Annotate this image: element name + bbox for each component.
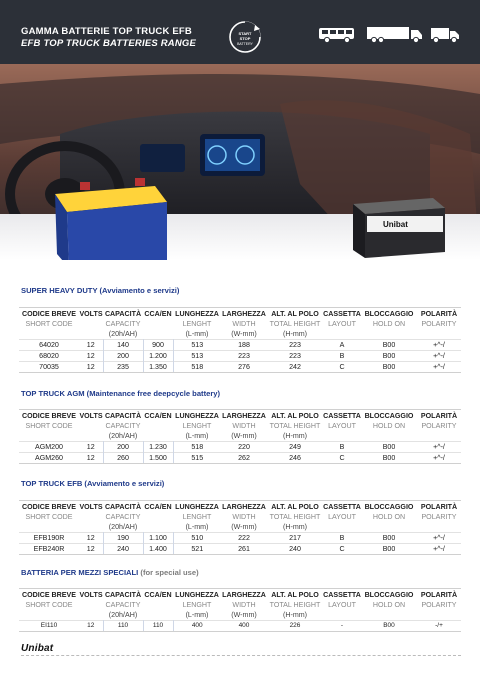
table-cell: 68020 xyxy=(39,352,59,360)
table-cell: CAPACITÀ xyxy=(103,410,143,422)
table-cell: 220 xyxy=(238,443,250,451)
section-title-top-truck-agm: TOP TRUCK AGM (Maintenance free deepcycle battery) xyxy=(21,389,221,398)
table-cell xyxy=(79,512,103,522)
table-cell: CODICE BREVE xyxy=(19,589,79,601)
table-cell: B xyxy=(339,352,345,360)
table-cell: CAPACITY xyxy=(105,320,141,328)
table-cell: 515 xyxy=(173,453,221,464)
table-cell xyxy=(79,319,103,329)
table-cell: 513 xyxy=(191,352,204,360)
table-cell: (H-mm) xyxy=(282,432,308,440)
table-cell: A xyxy=(339,341,345,349)
table-cell: (20h/AH) xyxy=(108,523,138,531)
table-cell xyxy=(19,610,79,621)
table-cell: HOLD ON xyxy=(372,601,406,609)
table-cell: 1.500 xyxy=(143,453,173,464)
table-cell: 521 xyxy=(173,544,221,555)
table-cell: (L-mm) xyxy=(185,432,209,440)
table-cell: CAPACITÀ xyxy=(103,308,143,320)
table-cell: B00 xyxy=(382,534,396,542)
table-cell: BLOCCAGGIO xyxy=(361,410,417,422)
table-cell: 518 xyxy=(173,362,221,373)
table-cell: CASSETTA xyxy=(323,589,361,601)
table-cell: CAPACITY xyxy=(105,601,141,609)
table-cell xyxy=(19,522,79,533)
table-cell: 261 xyxy=(221,544,267,555)
table-cell: LAYOUT xyxy=(328,422,356,430)
table-cell: +^-/ xyxy=(417,362,461,373)
table-cell: VOLTS xyxy=(79,308,103,320)
table-top-truck-agm xyxy=(19,409,461,464)
table-cell: ALT. AL POLO xyxy=(267,501,323,513)
section-title-special-use: BATTERIA PER MEZZI SPECIALI (for special use) xyxy=(21,568,199,577)
table-cell: 510 xyxy=(191,534,204,542)
table-cell: HOLD ON xyxy=(372,513,406,521)
table-cell: B00 xyxy=(382,352,396,360)
table-cell xyxy=(143,421,173,431)
table-cell: LENGHT xyxy=(182,513,212,521)
table-cell: (20h/AH) xyxy=(108,611,138,619)
table-cell: 1.230 xyxy=(143,442,173,453)
table-cell: +^-/ xyxy=(433,341,445,349)
table-cell: 226 xyxy=(267,621,323,632)
table-cell: (H-mm) xyxy=(282,523,308,531)
table-cell: 1.350 xyxy=(143,362,173,373)
table-cell: CODICE BREVE xyxy=(19,308,79,320)
table-cell: CASSETTA xyxy=(323,410,361,422)
table-cell xyxy=(79,522,103,533)
table-cell: 190 xyxy=(103,533,143,544)
table-cell: - xyxy=(323,621,361,632)
unibat-logo: Unibat xyxy=(21,643,54,654)
table-cell: LENGHT xyxy=(182,601,212,609)
table-cell: LARGHEZZA xyxy=(221,410,267,422)
table-cell: 240 xyxy=(267,544,323,555)
table-cell: CAPACITÀ xyxy=(103,501,143,513)
table-cell xyxy=(143,329,173,340)
table-cell: (H-mm) xyxy=(282,611,308,619)
table-cell: LAYOUT xyxy=(328,513,356,521)
table-cell: B00 xyxy=(361,453,417,464)
table-cell: AGM200 xyxy=(35,443,63,451)
table-cell: 12 xyxy=(79,362,103,373)
table-row xyxy=(19,453,461,464)
table-cell xyxy=(417,431,461,442)
table-cell: WIDTH xyxy=(232,320,256,328)
table-cell: POLARITY xyxy=(421,320,457,328)
table-cell: CCA/EN xyxy=(143,589,173,601)
table-cell: (L-mm) xyxy=(185,611,209,619)
footer-divider xyxy=(21,655,461,656)
table-cell xyxy=(323,610,361,621)
table-cell: 12 xyxy=(86,352,95,360)
table-cell: WIDTH xyxy=(232,422,256,430)
table-row xyxy=(19,533,461,544)
table-cell: CAPACITY xyxy=(105,422,141,430)
table-cell: CODICE BREVE xyxy=(19,501,79,513)
table-cell xyxy=(143,600,173,610)
svg-text:START: START xyxy=(238,31,252,36)
table-cell xyxy=(361,610,417,621)
table-cell: (L-mm) xyxy=(185,523,209,531)
table-row xyxy=(19,621,461,632)
table-cell xyxy=(143,319,173,329)
table-cell: B00 xyxy=(361,362,417,373)
table-cell: POLARITÀ xyxy=(417,589,461,601)
table-cell: HOLD ON xyxy=(372,320,406,328)
table-cell xyxy=(19,329,79,340)
table-cell: +^-/ xyxy=(433,443,445,451)
table-cell: 1.100 xyxy=(143,533,173,544)
table-cell: C xyxy=(323,453,361,464)
table-cell: EFB240R xyxy=(19,544,79,555)
svg-text:Unibat: Unibat xyxy=(383,220,408,229)
table-cell: (W-mm) xyxy=(231,611,257,619)
table-cell: CASSETTA xyxy=(323,308,361,320)
table-cell: BLOCCAGGIO xyxy=(361,308,417,320)
table-cell: TOTAL HEIGHT xyxy=(269,601,321,609)
table-cell xyxy=(361,431,417,442)
truck-interior-photo xyxy=(0,64,480,260)
table-cell: LENGHT xyxy=(182,422,212,430)
table-cell: 400 xyxy=(221,621,267,632)
table-cell: CCA/EN xyxy=(143,410,173,422)
svg-text:BATTERY: BATTERY xyxy=(237,42,253,46)
table-cell: 242 xyxy=(267,362,323,373)
table-cell xyxy=(79,431,103,442)
table-row xyxy=(19,340,461,351)
table-cell: POLARITÀ xyxy=(417,501,461,513)
table-cell: SHORT CODE xyxy=(25,320,73,328)
table-cell: B xyxy=(339,443,345,451)
table-cell: TOTAL HEIGHT xyxy=(269,513,321,521)
table-cell: BLOCCAGGIO xyxy=(361,589,417,601)
bus-icon xyxy=(318,26,356,44)
table-cell: 70035 xyxy=(19,362,79,373)
table-cell: -/+ xyxy=(417,621,461,632)
table-cell xyxy=(323,431,361,442)
table-cell: CCA/EN xyxy=(143,501,173,513)
table-cell: WIDTH xyxy=(232,601,256,609)
table-cell: LUNGHEZZA xyxy=(173,308,221,320)
table-cell: WIDTH xyxy=(232,513,256,521)
table-cell: 1.200 xyxy=(143,351,173,362)
table-cell: BLOCCAGGIO xyxy=(361,501,417,513)
table-cell xyxy=(143,431,173,442)
table-cell: TOTAL HEIGHT xyxy=(269,422,321,430)
table-cell: 276 xyxy=(221,362,267,373)
table-cell: 223 xyxy=(238,352,250,360)
table-cell: LUNGHEZZA xyxy=(173,410,221,422)
table-cell: B00 xyxy=(361,621,417,632)
table-cell: (W-mm) xyxy=(231,330,257,338)
table-cell: 240 xyxy=(103,544,143,555)
table-cell: ALT. AL POLO xyxy=(267,410,323,422)
table-cell: 188 xyxy=(238,341,250,349)
table-cell: 12 xyxy=(79,453,103,464)
table-cell xyxy=(143,512,173,522)
table-row xyxy=(19,544,461,555)
title-english: EFB TOP TRUCK BATTERIES RANGE xyxy=(21,38,197,49)
table-cell: EI110 xyxy=(19,621,79,632)
table-cell xyxy=(79,329,103,340)
table-cell: 222 xyxy=(238,534,250,542)
table-cell: B xyxy=(339,534,345,542)
table-cell: LENGHT xyxy=(182,320,212,328)
table-cell: 217 xyxy=(289,534,301,542)
table-cell: 1.400 xyxy=(143,544,173,555)
table-cell: CAPACITÀ xyxy=(103,589,143,601)
table-row xyxy=(19,362,461,373)
truck-icon xyxy=(366,26,424,44)
table-cell: 110 xyxy=(103,621,143,632)
start-stop-icon xyxy=(228,20,262,54)
table-cell: 513 xyxy=(191,341,204,349)
table-cell: 900 xyxy=(143,340,173,351)
table-row xyxy=(19,442,461,453)
table-cell: B00 xyxy=(382,443,396,451)
table-cell: LAYOUT xyxy=(328,601,356,609)
table-cell: 12 xyxy=(86,341,95,349)
table-cell xyxy=(79,610,103,621)
table-cell xyxy=(143,522,173,533)
table-cell: C xyxy=(323,544,361,555)
table-cell: +^-/ xyxy=(433,352,445,360)
table-cell: LARGHEZZA xyxy=(221,501,267,513)
table-cell: ALT. AL POLO xyxy=(267,589,323,601)
table-cell: TOTAL HEIGHT xyxy=(269,320,321,328)
table-cell: AGM260 xyxy=(19,453,79,464)
table-cell: SHORT CODE xyxy=(25,513,73,521)
table-cell: 223 xyxy=(289,341,301,349)
table-cell: (L-mm) xyxy=(185,330,209,338)
table-cell: LAYOUT xyxy=(328,320,356,328)
table-cell: +^-/ xyxy=(433,534,445,542)
table-cell: 64020 xyxy=(39,341,59,349)
table-cell: 262 xyxy=(221,453,267,464)
table-cell: VOLTS xyxy=(79,501,103,513)
table-cell: (20h/AH) xyxy=(108,432,138,440)
table-cell xyxy=(323,329,361,340)
table-cell: CASSETTA xyxy=(323,501,361,513)
table-cell: 12 xyxy=(79,544,103,555)
table-cell: 235 xyxy=(103,362,143,373)
table-cell: 400 xyxy=(173,621,221,632)
section-title-super-heavy-duty: SUPER HEAVY DUTY (Avviamento e servizi) xyxy=(21,286,180,295)
table-cell: 12 xyxy=(86,443,95,451)
table-cell: 249 xyxy=(289,443,301,451)
van-icon xyxy=(430,26,460,44)
table-cell: 12 xyxy=(86,534,95,542)
table-cell: LUNGHEZZA xyxy=(173,589,221,601)
title-italian: GAMMA BATTERIE TOP TRUCK EFB xyxy=(21,26,192,37)
table-special-use xyxy=(19,588,461,632)
table-cell: C xyxy=(323,362,361,373)
table-cell xyxy=(143,610,173,621)
table-cell: 200 xyxy=(103,351,143,362)
table-cell xyxy=(417,610,461,621)
table-cell: B00 xyxy=(382,341,396,349)
table-cell: (H-mm) xyxy=(282,330,308,338)
table-cell: ALT. AL POLO xyxy=(267,308,323,320)
table-cell: (W-mm) xyxy=(231,432,257,440)
table-cell: B00 xyxy=(361,544,417,555)
table-cell: POLARITY xyxy=(421,601,457,609)
table-cell: POLARITÀ xyxy=(417,308,461,320)
table-cell: LUNGHEZZA xyxy=(173,501,221,513)
table-cell: 260 xyxy=(103,453,143,464)
table-cell: 140 xyxy=(103,340,143,351)
table-cell xyxy=(79,600,103,610)
table-cell: CCA/EN xyxy=(143,308,173,320)
table-cell xyxy=(79,421,103,431)
table-cell: EFB190R xyxy=(33,534,65,542)
table-row xyxy=(19,351,461,362)
table-cell: VOLTS xyxy=(79,410,103,422)
table-cell xyxy=(417,329,461,340)
table-cell xyxy=(361,329,417,340)
table-cell: +^-/ xyxy=(417,453,461,464)
table-cell xyxy=(361,522,417,533)
table-cell: HOLD ON xyxy=(372,422,406,430)
table-cell: VOLTS xyxy=(79,589,103,601)
table-cell: CODICE BREVE xyxy=(19,410,79,422)
table-cell: POLARITY xyxy=(421,513,457,521)
table-cell: 223 xyxy=(289,352,301,360)
battery-right xyxy=(353,198,445,258)
table-super-heavy-duty xyxy=(19,307,461,373)
table-cell xyxy=(323,522,361,533)
table-cell: LARGHEZZA xyxy=(221,589,267,601)
table-cell xyxy=(19,431,79,442)
table-cell: LARGHEZZA xyxy=(221,308,267,320)
table-cell: 246 xyxy=(267,453,323,464)
table-cell: +^-/ xyxy=(417,544,461,555)
table-cell: SHORT CODE xyxy=(25,422,73,430)
svg-text:STOP: STOP xyxy=(239,36,251,41)
section-title-top-truck-efb: TOP TRUCK EFB (Avviamento e servizi) xyxy=(21,479,165,488)
table-cell: POLARITY xyxy=(421,422,457,430)
table-cell xyxy=(417,522,461,533)
table-cell: 12 xyxy=(79,621,103,632)
table-cell: (20h/AH) xyxy=(108,330,138,338)
table-cell: CAPACITY xyxy=(105,513,141,521)
table-cell: 110 xyxy=(143,621,173,632)
table-cell: (W-mm) xyxy=(231,523,257,531)
table-cell: POLARITÀ xyxy=(417,410,461,422)
table-cell: 518 xyxy=(191,443,204,451)
table-cell: SHORT CODE xyxy=(25,601,73,609)
table-cell: 200 xyxy=(103,442,143,453)
table-top-truck-efb xyxy=(19,500,461,555)
